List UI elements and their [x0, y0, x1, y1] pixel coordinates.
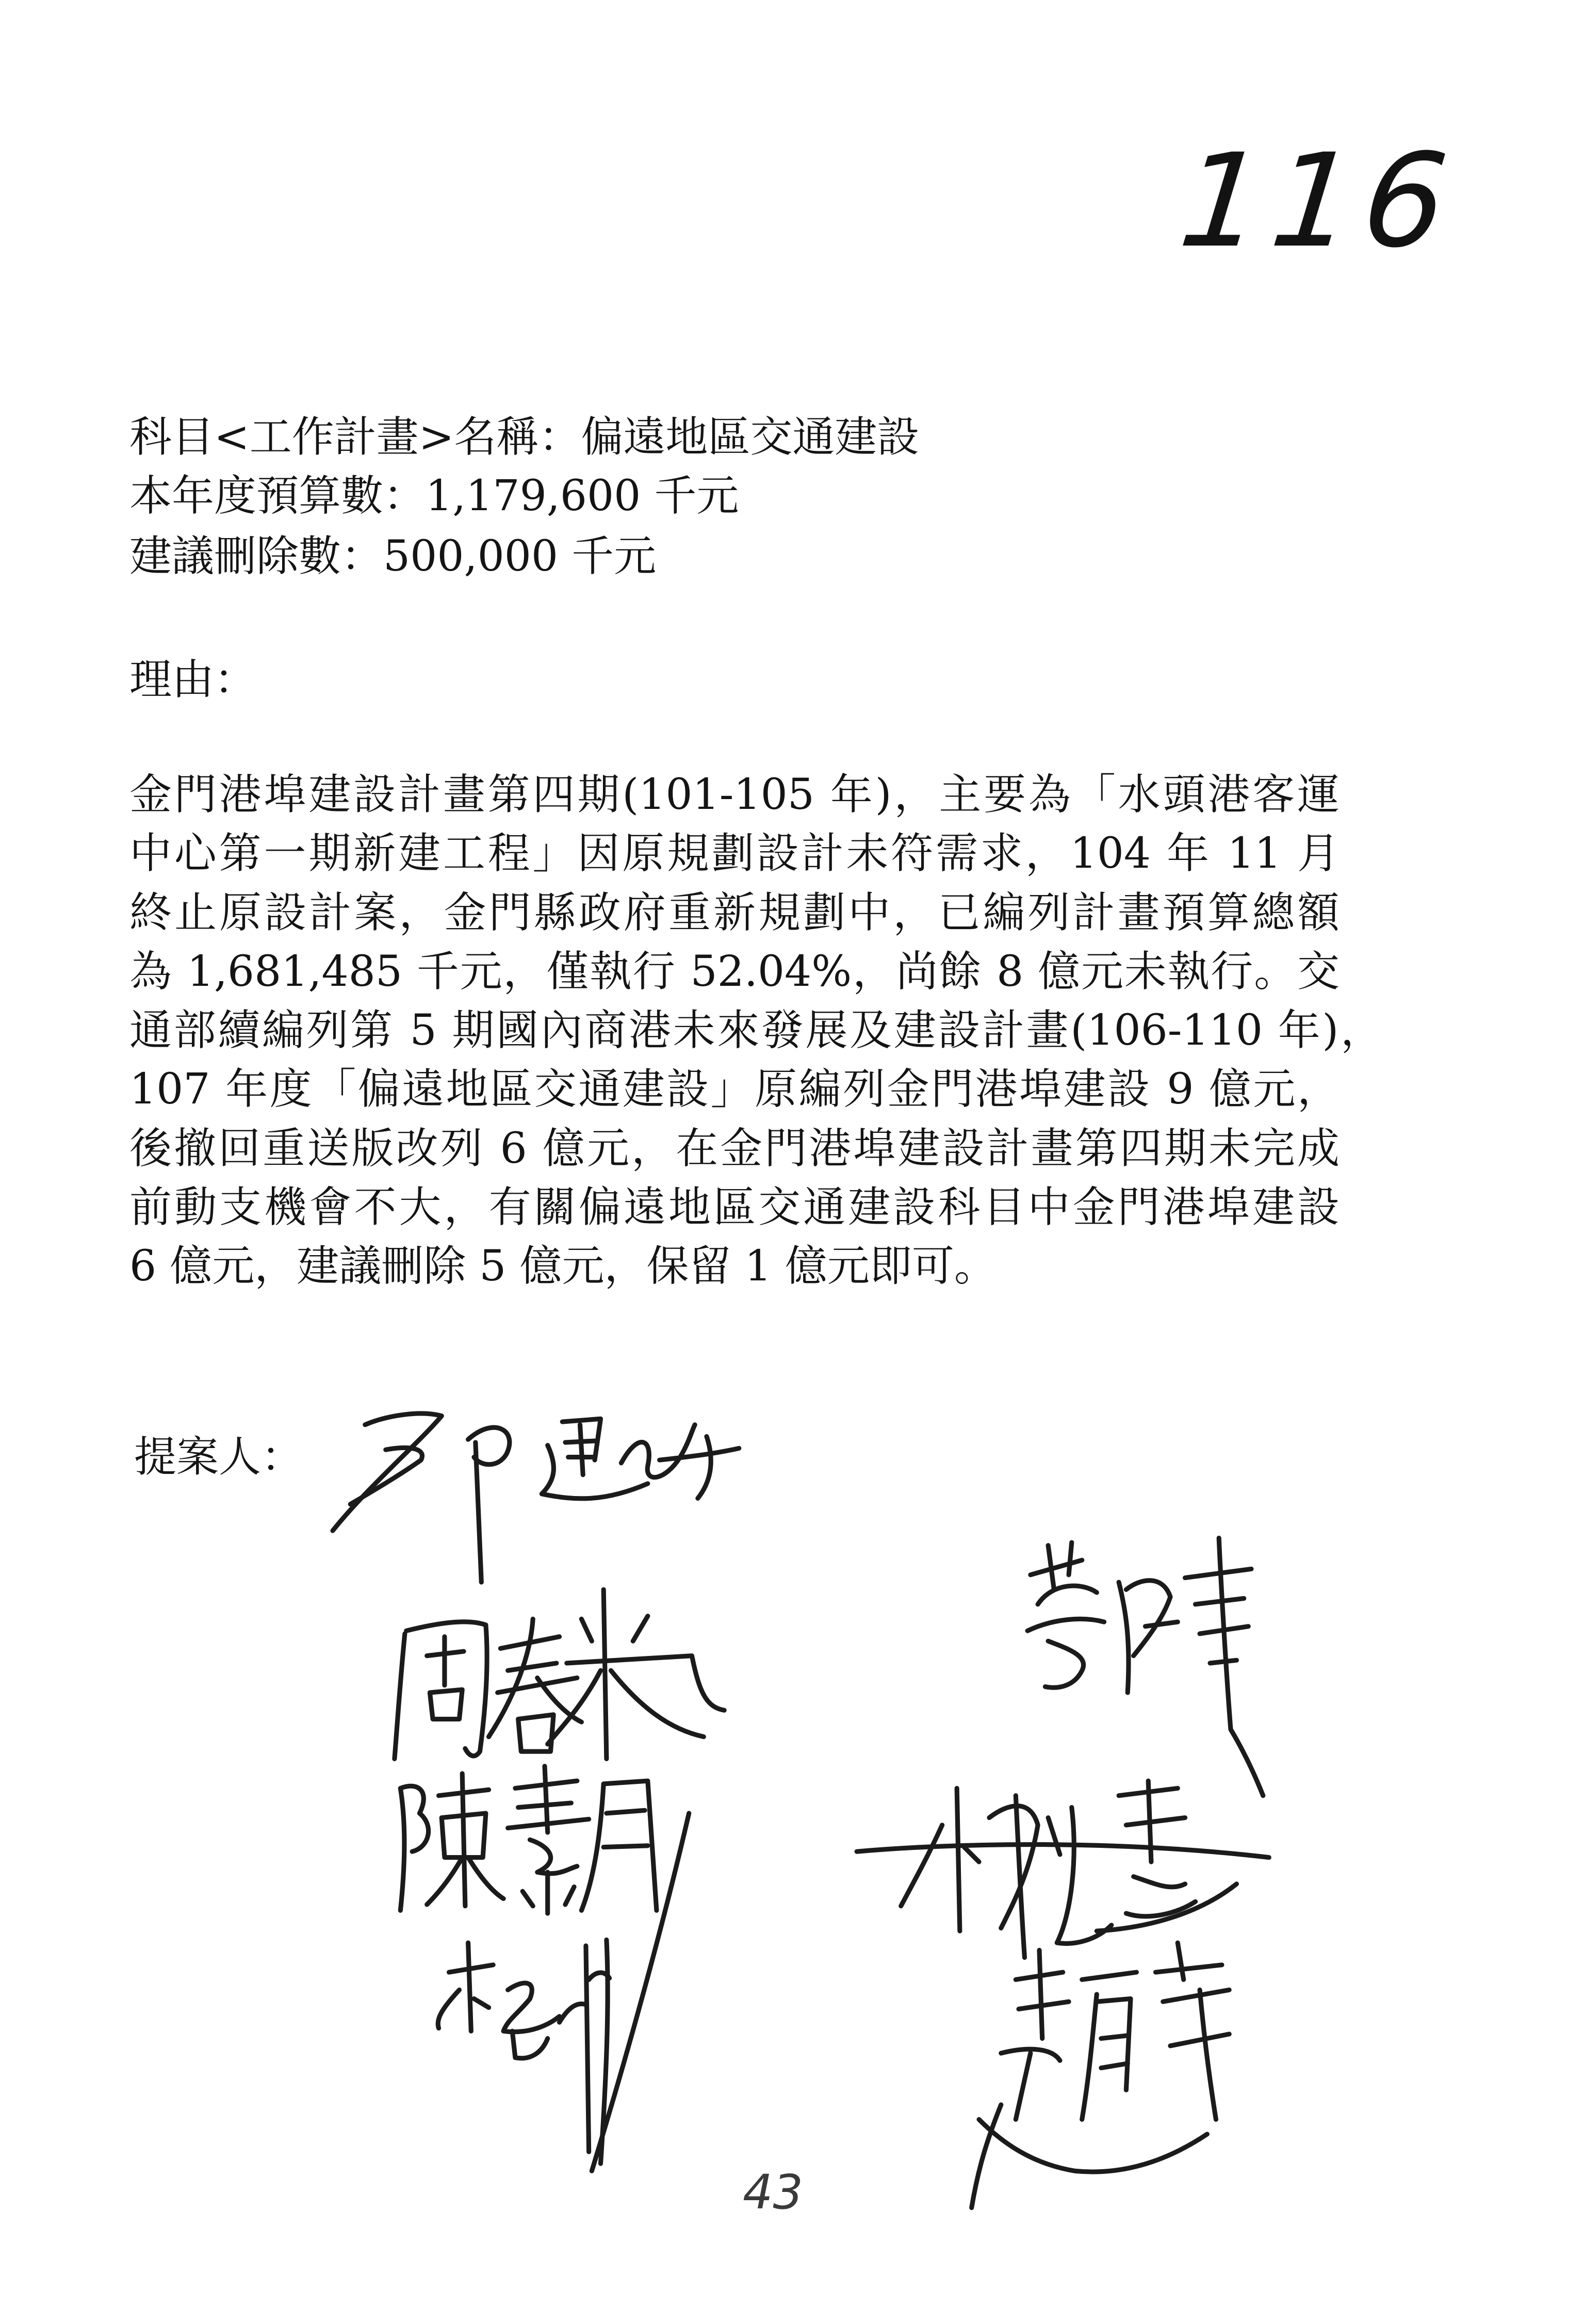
reason-line: 通部續編列第 5 期國內商港未來發展及建設計畫(106-110 年)，: [129, 1006, 1383, 1055]
signature-3: [400, 1766, 689, 2171]
signature-5: [1027, 1538, 1263, 1795]
proposed-cut-line: 建議刪除數：500,000 千元: [129, 532, 657, 581]
signature-6: [857, 1781, 1269, 1957]
signature-4: [438, 1940, 609, 2164]
signature-2: [395, 1589, 724, 1759]
reason-line: 107 年度「偏遠地區交通建設」原編列金門港埠建設 9 億元，: [129, 1065, 1340, 1114]
reason-heading: 理由：: [129, 655, 257, 704]
reason-line: 金門港埠建設計畫第四期(101-105 年)，主要為「水頭港客運: [129, 770, 1340, 819]
reason-line: 終止原設計案，金門縣政府重新規劃中，已編列計畫預算總額: [129, 888, 1340, 937]
handwritten-page-number: 43: [743, 2165, 804, 2220]
reason-line: 為 1,681,485 千元，僅執行 52.04%，尚餘 8 億元未執行。交: [129, 947, 1340, 996]
budget-amount-line: 本年度預算數：1,179,600 千元: [129, 472, 739, 521]
subject-line: 科目<工作計畫>名稱：偏遠地區交通建設: [129, 413, 920, 462]
reason-line: 前動支機會不大，有關偏遠地區交通建設科目中金門港埠建設: [129, 1183, 1340, 1232]
signature-7: [972, 1943, 1229, 2208]
reason-line: 中心第一期新建工程」因原規劃設計未符需求，104 年 11 月: [129, 829, 1340, 879]
signature-1: [333, 1413, 739, 1582]
reason-line: 6 億元，建議刪除 5 億元，保留 1 億元即可。: [129, 1242, 997, 1291]
reason-line: 後撤回重送版改列 6 億元，在金門港埠建設計畫第四期未完成: [129, 1124, 1340, 1173]
reason-paragraph: [129, 769, 1383, 1300]
proposer-label: 提案人：: [134, 1433, 304, 1482]
handwritten-page-mark: 116: [1173, 126, 1463, 276]
